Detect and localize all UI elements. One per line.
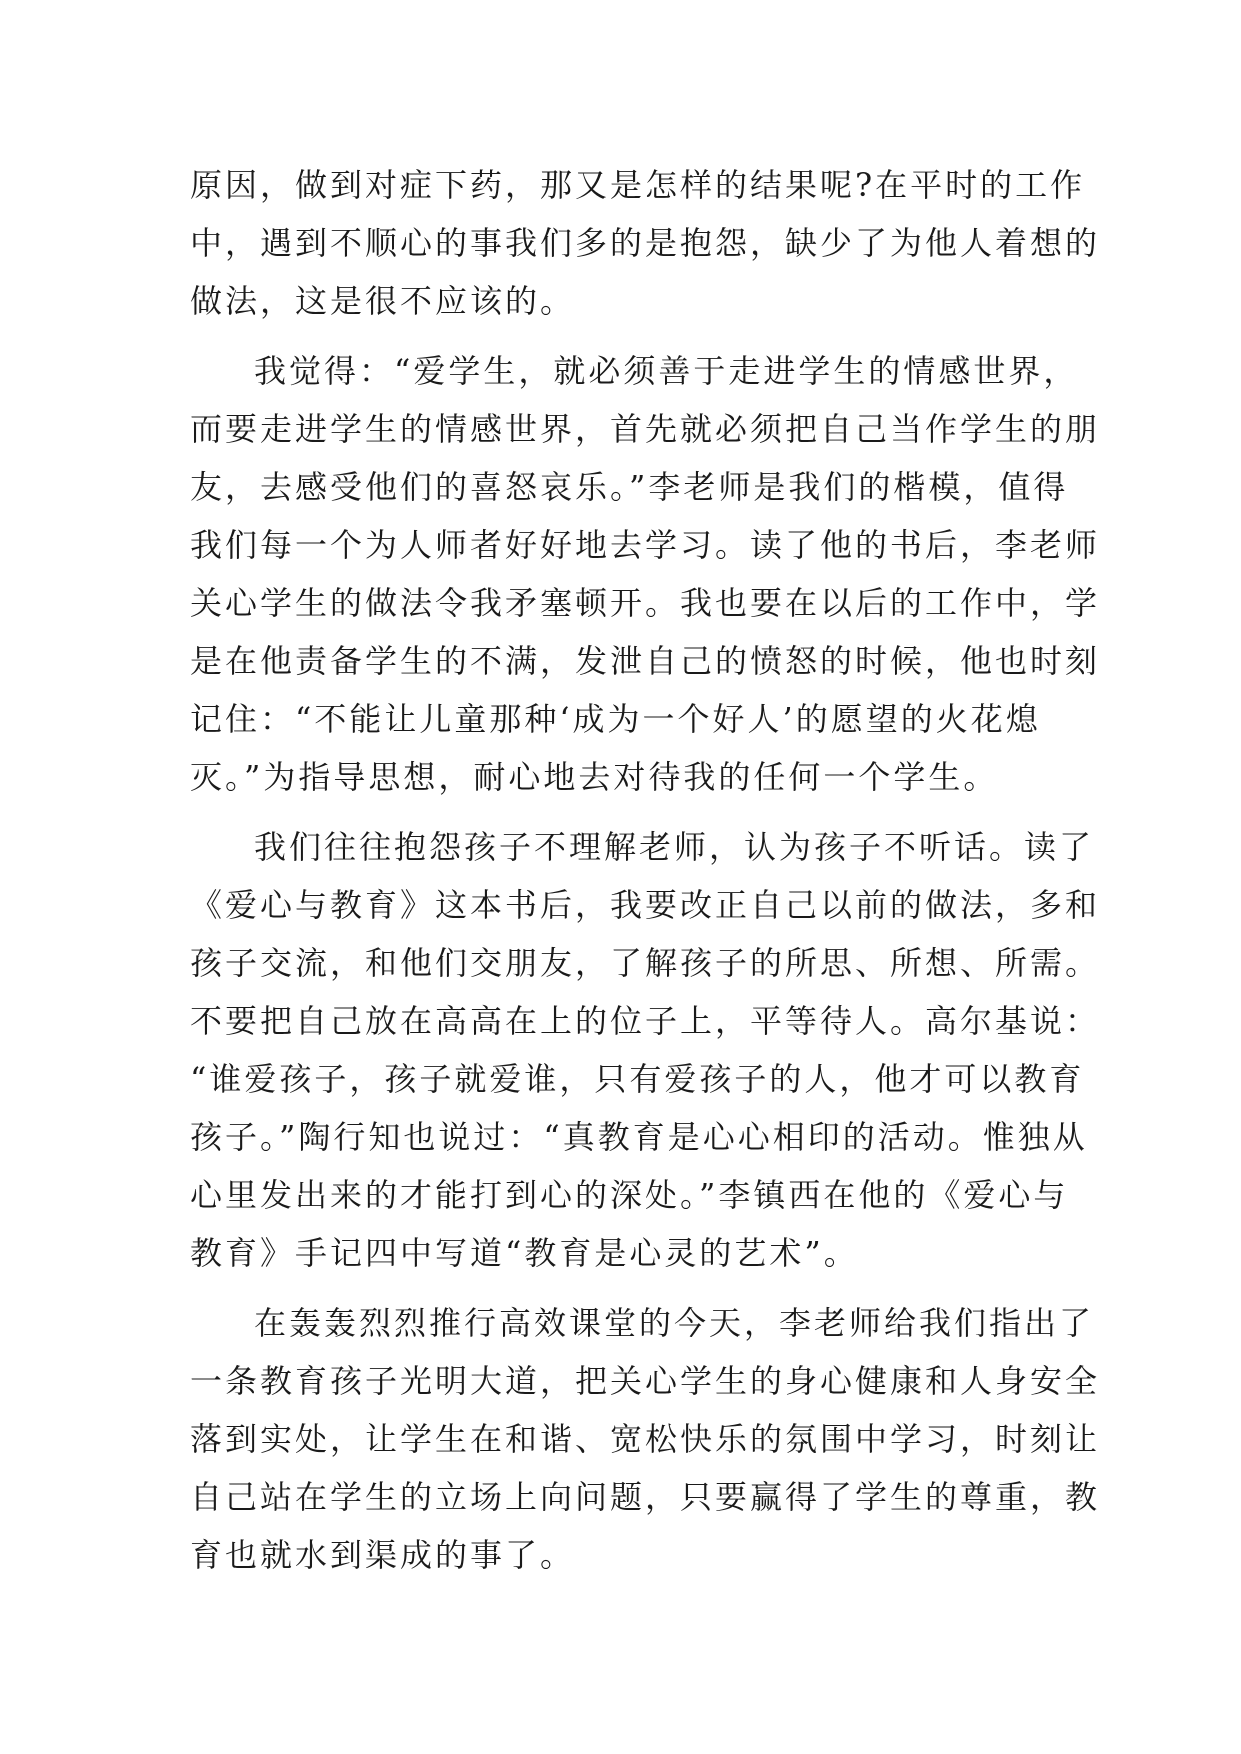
text-line: 在轰轰烈烈推行高效课堂的今天，李老师给我们指出了 [254, 1304, 1095, 1342]
text-line: 而要走进学生的情感世界，首先就必须把自己当作学生的朋 [190, 410, 1101, 448]
text-line: 心里发出来的才能打到心的深处。”李镇西在他的《爱心与 [190, 1176, 1069, 1214]
body-text [190, 156, 1101, 1584]
text-line: 我觉得：“爱学生，就必须善于走进学生的情感世界， [254, 352, 1079, 390]
text-line: 灭。”为指导思想，耐心地去对待我的任何一个学生。 [190, 758, 999, 796]
text-line: 教育》手记四中写道“教育是心灵的艺术”。 [190, 1234, 859, 1272]
paragraph-2 [190, 342, 1101, 806]
text-line: 是在他责备学生的不满，发泄自己的愤怒的时候，他也时刻 [190, 642, 1101, 680]
text-line: 《爱心与教育》这本书后，我要改正自己以前的做法，多和 [190, 886, 1101, 924]
text-line: 关心学生的做法令我矛塞顿开。我也要在以后的工作中，学 [190, 584, 1101, 622]
text-line: 原因，做到对症下药，那又是怎样的结果呢?在平时的工作 [190, 166, 1086, 204]
paragraph-gap [190, 330, 1070, 342]
text-line: 不要把自己放在高高在上的位子上，平等待人。高尔基说： [190, 1002, 1101, 1040]
text-line: 我们往往抱怨孩子不理解老师，认为孩子不听话。读了 [254, 828, 1095, 866]
paragraph-3 [190, 818, 1101, 1282]
paragraph-4 [190, 1294, 1101, 1584]
text-line: 自己站在学生的立场上向问题，只要赢得了学生的尊重，教 [190, 1478, 1101, 1516]
text-line: “谁爱孩子，孩子就爱谁，只有爱孩子的人，他才可以教育 [190, 1060, 1085, 1098]
text-line: 孩子。”陶行知也说过：“真教育是心心相印的活动。惟独从 [190, 1118, 1088, 1156]
text-line: 友，去感受他们的喜怒哀乐。”李老师是我们的楷模，值得 [190, 468, 1069, 506]
text-line: 一条教育孩子光明大道，把关心学生的身心健康和人身安全 [190, 1362, 1101, 1400]
text-line: 中，遇到不顺心的事我们多的是抱怨，缺少了为他人着想的 [190, 224, 1101, 262]
paragraph-gap [190, 806, 1070, 818]
text-line: 落到实处，让学生在和谐、宽松快乐的氛围中学习，时刻让 [190, 1420, 1101, 1458]
text-line: 记住：“不能让儿童那种‘成为一个好人’的愿望的火花熄 [190, 700, 1041, 738]
text-line: 我们每一个为人师者好好地去学习。读了他的书后，李老师 [190, 526, 1101, 564]
paragraph-gap [190, 1282, 1070, 1294]
paragraph-1 [190, 156, 1101, 330]
text-line: 孩子交流，和他们交朋友，了解孩子的所思、所想、所需。 [190, 944, 1101, 982]
text-line: 做法，这是很不应该的。 [190, 282, 576, 320]
text-line: 育也就水到渠成的事了。 [190, 1536, 576, 1574]
